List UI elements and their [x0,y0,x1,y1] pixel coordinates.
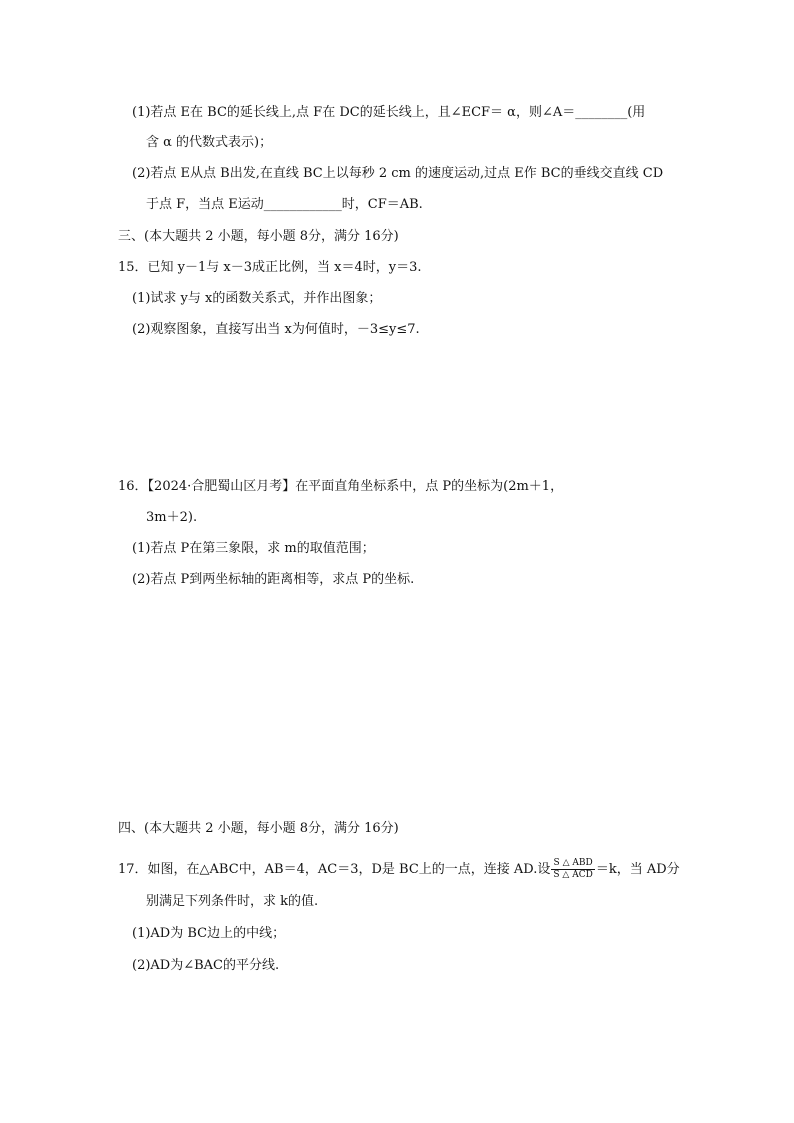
fraction-denominator: S △ ACD [553,870,593,880]
q17-stem-after: ＝k，当 AD分 [595,862,680,877]
q17-part2: (2)AD为∠BAC的平分线. [132,958,280,973]
q15-part1: (1)试求 y与 x的函数关系式，并作出图象； [132,291,382,306]
section-4-heading: 四、(本大题共 2 小题，每小题 8分，满分 16分) [118,821,399,836]
q14-part1-line2: 含 α 的代数式表示)； [146,135,273,150]
q16-part2: (2)若点 P到两坐标轴的距离相等，求点 P的坐标. [132,572,415,587]
q17-part1: (1)AD为 BC边上的中线； [132,926,286,941]
q17-stem-line2: 别满足下列条件时，求 k的值. [146,894,319,909]
q17-stem-line1 [118,858,680,881]
q14-part2-line2: 于点 F，当点 E运动____________时，CF＝AB. [146,197,423,212]
q15-stem: 15．已知 y－1与 x－3成正比例，当 x＝4时，y＝3. [118,260,422,275]
fraction-numerator: S △ ABD [551,858,594,870]
q17-stem-before: 17．如图，在△ABC中，AB＝4，AC＝3，D是 BC上的一点，连接 AD.设 [118,862,551,877]
q14-part2-line1: (2)若点 E从点 B出发,在直线 BC上以每秒 2 cm 的速度运动,过点 E作 BC的垂线交直线 CD [132,166,664,181]
q15-part2: (2)观察图象，直接写出当 x为何值时，－3≤y≤7. [132,322,420,337]
area-ratio-fraction [551,858,594,881]
q16-part1: (1)若点 P在第三象限，求 m的取值范围； [132,541,375,556]
q16-stem-line1: 16．【2024·合肥蜀山区月考】在平面直角坐标系中，点 P的坐标为(2m＋1， [118,479,564,494]
q16-stem-line2: 3m＋2). [146,510,198,525]
q14-part1-line1: (1)若点 E在 BC的延长线上,点 F在 DC的延长线上，且∠ECF＝ α，则∠A＝________(用 [132,105,646,120]
section-3-heading: 三、(本大题共 2 小题，每小题 8分，满分 16分) [118,229,399,244]
